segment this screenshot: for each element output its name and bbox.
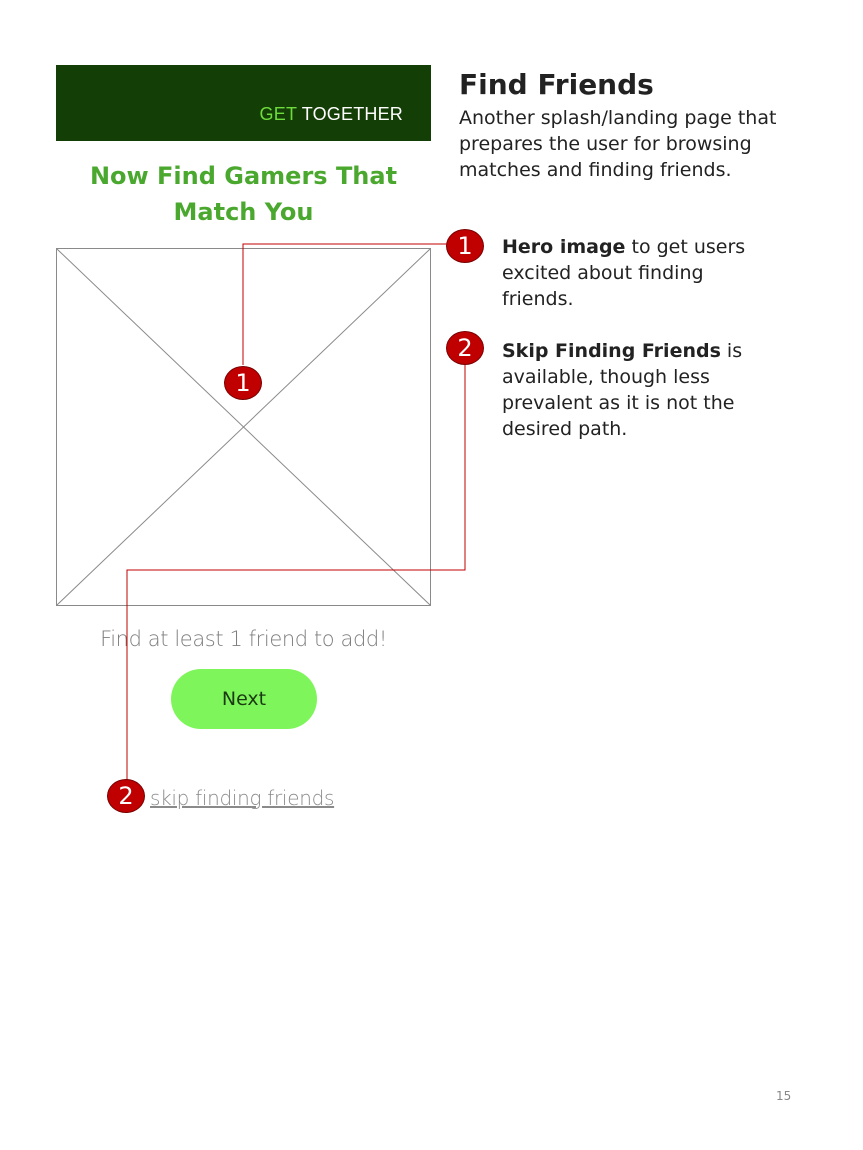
callout-marker-1-hero: 1 xyxy=(224,366,262,400)
note-skip-finding-friends xyxy=(502,338,772,442)
brand-logo xyxy=(260,104,403,125)
app-header-bar xyxy=(56,65,431,141)
callout-marker-2-skip: 2 xyxy=(107,779,145,813)
next-button[interactable]: Next xyxy=(171,669,317,729)
doc-title: Find Friends xyxy=(459,68,654,101)
brand-together: TOGETHER xyxy=(301,104,403,124)
note-hero-image xyxy=(502,234,772,312)
note-1-text: to get users excited about finding friends. xyxy=(502,236,746,310)
page-number: 15 xyxy=(776,1089,792,1103)
note-1-bold: Hero image xyxy=(502,236,626,258)
hero-image-placeholder xyxy=(56,248,431,606)
note-2-text: is available, though less prevalent as it is not the desired path. xyxy=(502,340,743,440)
image-placeholder-icon xyxy=(57,249,430,605)
note-2-bold: Skip Finding Friends xyxy=(502,340,721,362)
doc-intro: Another splash/landing page that prepares the user for browsing matches and finding friends. xyxy=(459,107,777,181)
callout-marker-2: 2 xyxy=(446,331,484,365)
callout-marker-1: 1 xyxy=(446,229,484,263)
skip-finding-friends-link[interactable]: skip finding friends xyxy=(150,786,335,810)
add-friend-prompt: Find at least 1 friend to add! xyxy=(100,627,387,651)
brand-get: GET xyxy=(259,104,297,124)
screen-title: Now Find Gamers That Match You xyxy=(89,162,398,226)
